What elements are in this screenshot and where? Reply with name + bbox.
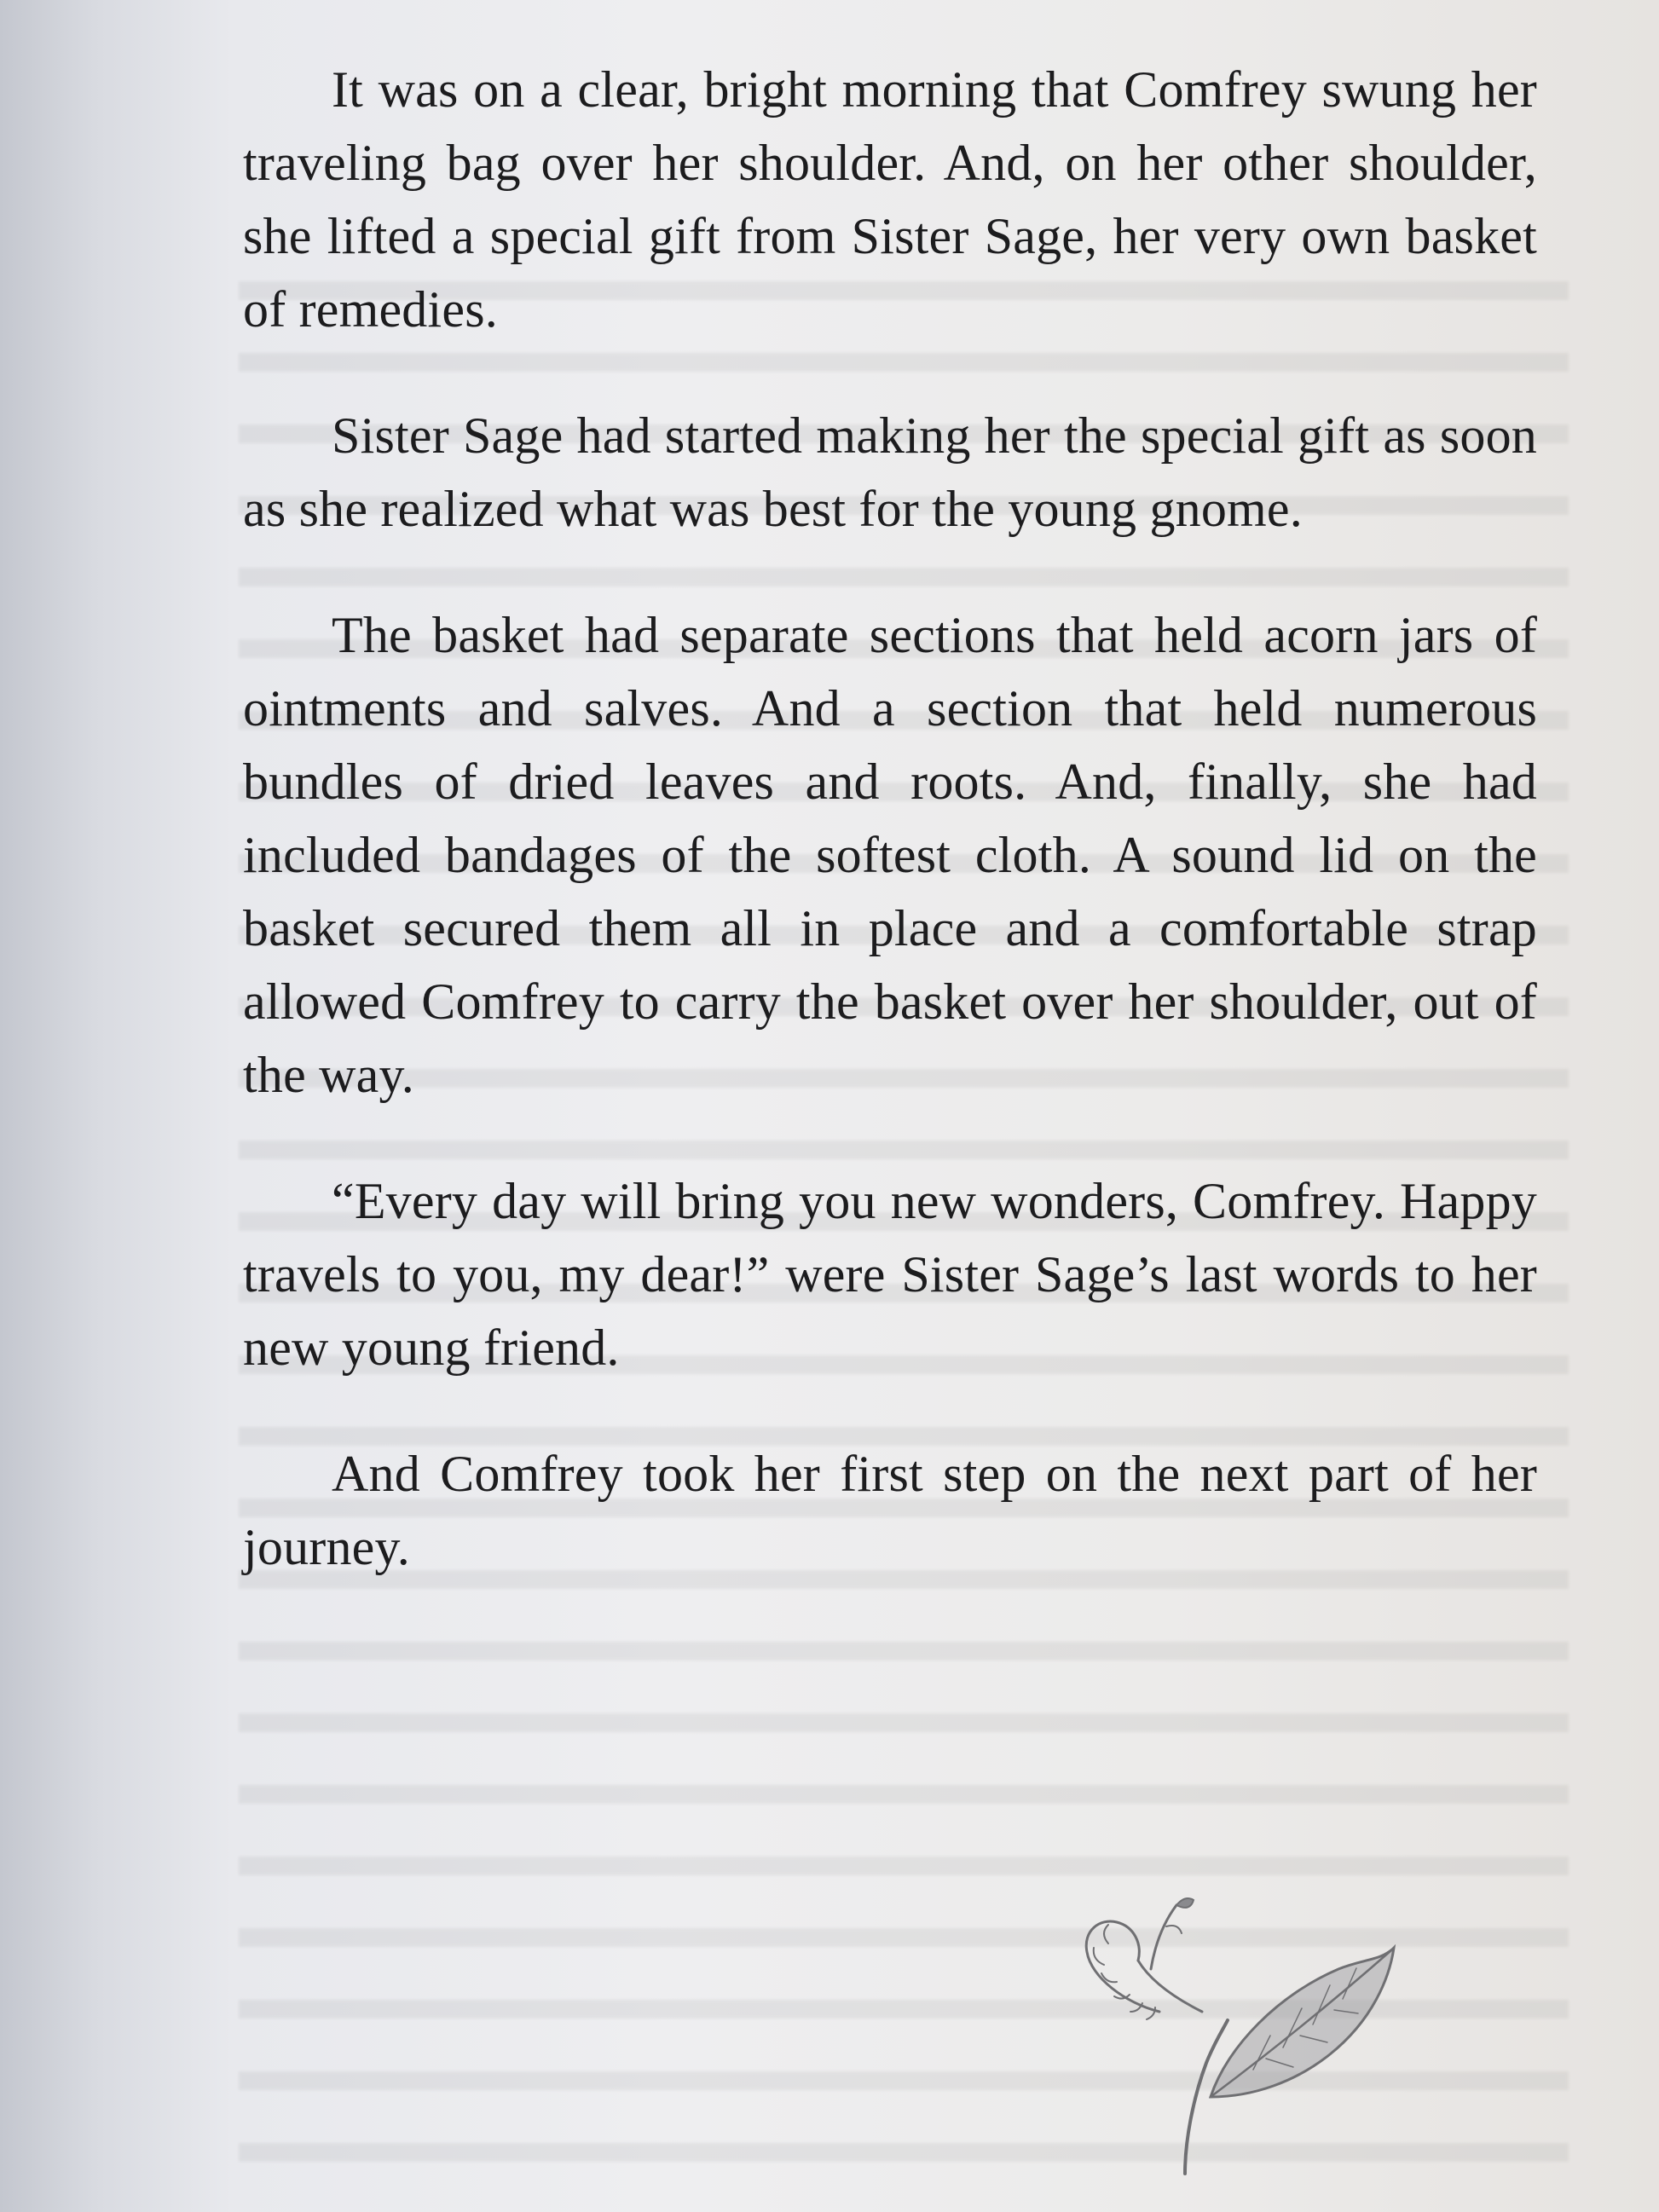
paragraph: The basket had separate sections that held acorn jars of ointments and salves. And a section that held numerous bundles of dried leaves and roots. And, finally, she had included bandages of the softest cloth. A sound lid on the basket secured them all in place and a comfortable strap allowed Comfrey to carry the basket over her shoulder, out of the way. [243,607,1537,1103]
paragraph: “Every day will bring you new wonders, Comfrey. Happy travels to you, my dear!” were Sister Sage’s last words to her new young friend. [243,1173,1537,1376]
book-page-text [243,53,1537,1637]
paragraph: It was on a clear, bright morning that Comfrey swung her traveling bag over her shoulder. And, on her other shoulder, she lifted a special gift from Sister Sage, her very own basket of remedies. [243,61,1537,338]
paragraph: Sister Sage had started making her the special gift as soon as she realized what was best for the young gnome. [243,407,1537,537]
paragraph: And Comfrey took her first step on the next part of her journey. [243,1446,1537,1575]
comfrey-flower-leaf-illustration-icon [1057,1884,1415,2182]
